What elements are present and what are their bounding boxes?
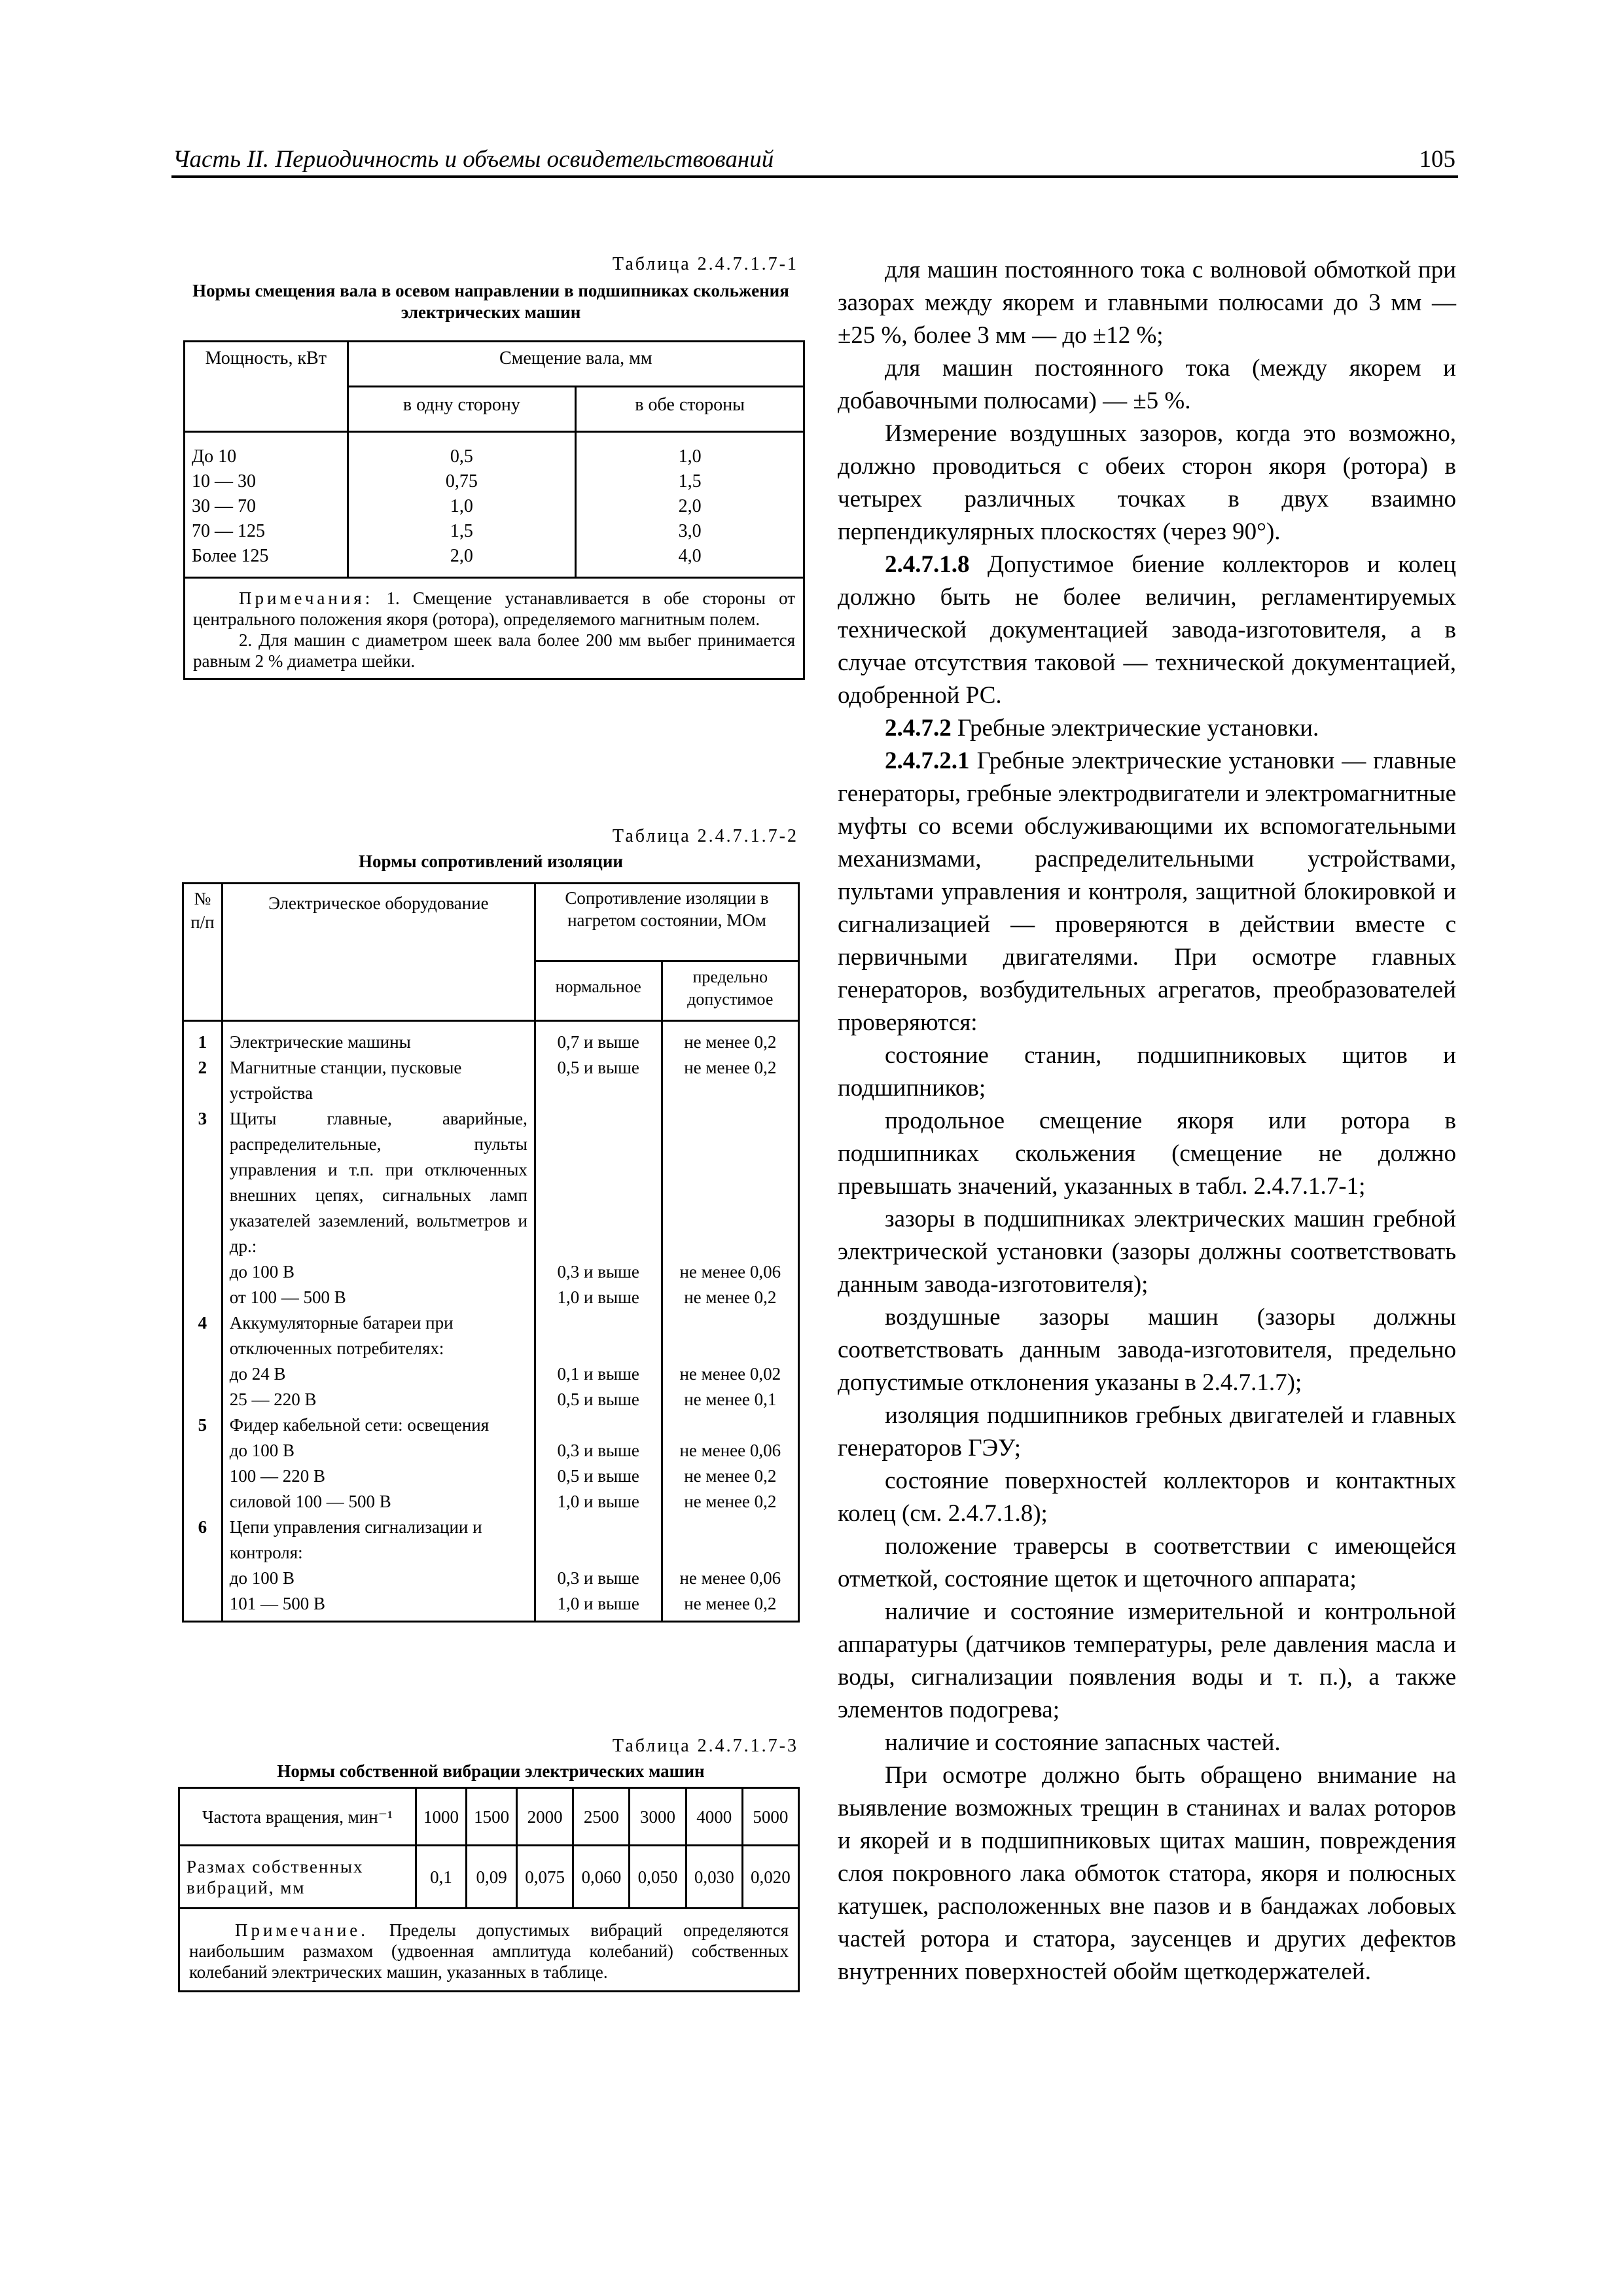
table1 [183, 340, 805, 680]
table2-row-equipment: 100 — 220 В [222, 1463, 535, 1489]
table2-row-equipment: до 100 В [222, 1259, 535, 1285]
table1-power: Более 125 [192, 546, 269, 566]
table1-note-2: 2. Для машин с диаметром шеек вала более 200 мм выбег принимается равным 2 % диаметра шейки. [193, 630, 795, 671]
table3-speed: 1000 [416, 1788, 467, 1846]
paragraph: При осмотре должно быть обращено внимание на выявление возможных трещин в станинах и валах роторов и якорей и в подшипниковых щитах машин, повреждения слоя покровного лака обмоток статора, якоря и полюсных катушек, расположенных вне пазов и в бандажах лобовых частей ротора и статора, заусенцев и других дефектов внутренних поверхностей обойм щеткодержателей. [838, 1762, 1456, 1985]
paragraph: положение траверсы в соответствии с имеющейся отметкой, состояние щеток и щеточного аппарата; [838, 1533, 1456, 1592]
table3-amplitude: 0,1 [416, 1846, 467, 1909]
table2-row-normal: 0,3 и выше [535, 1566, 662, 1591]
body-text [838, 254, 1456, 1988]
table2-row-normal [535, 1106, 662, 1259]
table3-speed: 4000 [686, 1788, 742, 1846]
table2-row-limit: не менее 0,2 [684, 1594, 777, 1613]
table3-speed: 5000 [742, 1788, 798, 1846]
table2-row-no [183, 1463, 223, 1489]
table2-row-normal: 0,5 и выше [535, 1387, 662, 1412]
table1-power: 70 — 125 [192, 521, 265, 541]
table1-both-sides: 1,5 [678, 471, 702, 492]
table2-row-normal: 0,7 и выше [535, 1021, 662, 1056]
table1-power: 10 — 30 [192, 471, 256, 492]
paragraph: наличие и состояние измерительной и контрольной аппаратуры (датчиков температуры, реле давления масла и воды, сигнализации появления воды и т. п.), а также элементов подогрева; [838, 1598, 1456, 1723]
table3-note-text: Пределы допустимых вибраций определяются наибольшим размахом (удвоенная амплитуда колебаний) собственных колебаний электрических машин, указанных в таблице. [189, 1920, 789, 1982]
paragraph: состояние поверхностей коллекторов и контактных колец (см. 2.4.7.1.8); [838, 1467, 1456, 1527]
table3-amplitude: 0,030 [686, 1846, 742, 1909]
paragraph: Измерение воздушных зазоров, когда это возможно, должно проводиться с обеих сторон якоря (ротора) в четырех различных точках в двух взаимно перпендикулярных плоскостях (через 90°). [838, 420, 1456, 545]
table2-row-equipment: 101 — 500 В [222, 1591, 535, 1622]
table1-col-one-side: в одну сторону [348, 387, 576, 432]
table1-title: Нормы смещения вала в осевом направлении в подшипниках скольжения электрических машин [192, 281, 789, 322]
table2-col-limit: предельно допустимое [662, 961, 798, 1021]
table2-row-normal: 0,5 и выше [535, 1055, 662, 1106]
table2-row-limit [662, 1310, 798, 1361]
table1-one-side: 1,0 [450, 496, 473, 516]
paragraph [838, 548, 1456, 712]
table2-row-no [183, 1361, 223, 1387]
table3-title: Нормы собственной вибрации электрических машин [277, 1761, 705, 1781]
paragraph [838, 712, 1456, 745]
table2-row-equipment: силовой 100 — 500 В [222, 1489, 535, 1515]
header-title: Часть II. Периодичность и объемы освидетельствований [173, 146, 774, 173]
table3-number: Таблица 2.4.7.1.7-3 [612, 1736, 798, 1756]
table1-power: 30 — 70 [192, 496, 256, 516]
table2-body [183, 1021, 799, 1622]
table2-row-normal: 0,3 и выше [535, 1259, 662, 1285]
table2-row-limit [662, 1515, 798, 1566]
table1-col-shift: Смещение вала, мм [348, 342, 804, 387]
table2-row-limit: не менее 0,06 [679, 1441, 781, 1460]
paragraph: изоляция подшипников гребных двигателей и главных генераторов ГЭУ; [838, 1402, 1456, 1462]
table2-row-no: 5 [183, 1412, 223, 1438]
table2-row-normal: 0,1 и выше [535, 1361, 662, 1387]
table1-note-label: Примечания: [239, 588, 374, 608]
table1-number: Таблица 2.4.7.1.7-1 [612, 254, 798, 274]
table2-row-equipment: до 100 В [222, 1438, 535, 1463]
table2-row-equipment: Фидер кабельной сети: освещения [222, 1412, 535, 1438]
table2-row-no [183, 1489, 223, 1515]
table2-row-limit: не менее 0,02 [679, 1364, 781, 1384]
paragraph: воздушные зазоры машин (зазоры должны соответствовать данным завода-изготовителя, предельно допустимые отклонения указаны в 2.4.7.1.7); [838, 1304, 1456, 1396]
paragraph: наличие и состояние запасных частей. [885, 1729, 1281, 1756]
table2-title: Нормы сопротивлений изоляции [359, 852, 623, 871]
table2-row-limit: не менее 0,2 [684, 1492, 777, 1511]
table1-note [185, 578, 804, 679]
table2-row-normal: 1,0 и выше [535, 1489, 662, 1515]
table3-speed: 1500 [467, 1788, 517, 1846]
section-number: 2.4.7.2 [885, 715, 952, 742]
table2-row-no [183, 1285, 223, 1310]
table3-speed: 2000 [517, 1788, 573, 1846]
table2-row-normal [535, 1412, 662, 1438]
table2-row-equipment: Аккумуляторные батареи при отключенных потребителях: [222, 1310, 535, 1361]
table2-row-no: 4 [183, 1310, 223, 1361]
table2-row-equipment: до 24 В [222, 1361, 535, 1387]
table3 [178, 1787, 800, 1992]
table2-row-normal: 0,3 и выше [535, 1438, 662, 1463]
table1-both-sides: 3,0 [678, 521, 702, 541]
table1-one-side: 0,75 [445, 471, 478, 492]
page-number: 105 [1419, 146, 1455, 173]
table2-row-no: 3 [183, 1106, 223, 1259]
table2-col-resistance: Сопротивление изоляции в нагретом состоянии, МОм [535, 884, 798, 961]
table1-one-side: 2,0 [450, 546, 473, 566]
table1-both-sides: 2,0 [678, 496, 702, 516]
table2-col-normal: нормальное [535, 961, 662, 1021]
paragraph-text: Гребные электрические установки — главные генераторы, гребные электродвигатели и электромагнитные муфты со всеми обслуживающими их вспомогательными механизмами, распределительными устройствами, пультами управления и контроля, защитной блокировкой и сигнализацией — проверяются в действии вместе с первичными двигателями. При осмотре главных генераторов, возбудительных агрегатов, преобразователей проверяются: [838, 747, 1456, 1036]
table2-row-no [183, 1566, 223, 1591]
table2-number: Таблица 2.4.7.1.7-2 [612, 826, 798, 846]
table2-row-limit: не менее 0,06 [679, 1262, 781, 1282]
paragraph: зазоры в подшипниках электрических машин гребной электрической установки (зазоры должны соответствовать данным завода-изготовителя); [838, 1206, 1456, 1298]
paragraph: состояние станин, подшипниковых щитов и подшипников; [838, 1042, 1456, 1102]
paragraph [838, 745, 1456, 1039]
table3-amplitude: 0,050 [630, 1846, 686, 1909]
table2-row-equipment: от 100 — 500 В [222, 1285, 535, 1310]
table1-both-sides: 4,0 [678, 546, 702, 566]
paragraph: для машин постоянного тока (между якорем и добавочными полюсами) — ±5 %. [838, 355, 1456, 414]
table2-row-limit: не менее 0,2 [684, 1287, 777, 1307]
table2-row-limit: не менее 0,1 [684, 1390, 777, 1409]
table2-row-no [183, 1591, 223, 1622]
table2-row-equipment: Электрические машины [222, 1021, 535, 1056]
table2-row-limit: не менее 0,2 [684, 1058, 777, 1077]
table3-speed: 3000 [630, 1788, 686, 1846]
table3-amplitude: 0,020 [742, 1846, 798, 1909]
table2 [182, 882, 800, 1623]
section-number: 2.4.7.1.8 [885, 551, 970, 578]
table2-row-no: 1 [183, 1021, 223, 1056]
table2-col-no: № п/п [183, 884, 223, 1021]
table2-row-no: 2 [183, 1055, 223, 1106]
table2-row-no [183, 1387, 223, 1412]
table2-row-equipment: Магнитные станции, пусковые устройства [222, 1055, 535, 1106]
page-header [171, 143, 1458, 178]
table3-note [179, 1909, 799, 1992]
table1-note-1: 1. Смещение устанавливается в обе стороны от центрального положения якоря (ротора), определяемого магнитным полем. [193, 588, 796, 629]
table2-row-equipment: 25 — 220 В [222, 1387, 535, 1412]
table2-col-equipment: Электрическое оборудование [222, 884, 535, 1021]
table1-col-power: Мощность, кВт [185, 342, 348, 432]
table2-row-no [183, 1438, 223, 1463]
table3-amplitude: 0,060 [573, 1846, 630, 1909]
table2-row-equipment: Цепи управления сигнализации и контроля: [222, 1515, 535, 1566]
table2-row-normal [535, 1515, 662, 1566]
table2-row-no: 6 [183, 1515, 223, 1566]
table3-amplitude: 0,09 [467, 1846, 517, 1909]
table2-row-limit: не менее 0,06 [679, 1568, 781, 1588]
paragraph-text: Допустимое биение коллекторов и колец должно быть не более величин, регламентируемых технической документацией завода-изготовителя, а в случае отсутствия таковой — технической документацией, одобренной РС. [838, 551, 1456, 709]
table1-one-side: 1,5 [450, 521, 473, 541]
table3-row2-label: Размах собственных вибраций, мм [179, 1846, 416, 1909]
table2-row-limit [662, 1106, 798, 1259]
table2-row-normal [535, 1310, 662, 1361]
table2-row-equipment: Щиты главные, аварийные, распределительные, пульты управления и т.п. при отключенных внешних цепях, сигнальных ламп указателей заземлений, вольтметров и др.: [222, 1106, 535, 1259]
table1-both-sides: 1,0 [678, 446, 702, 467]
table3-speed: 2500 [573, 1788, 630, 1846]
paragraph-text: Гребные электрические установки. [957, 715, 1319, 742]
table1-one-side: 0,5 [450, 446, 473, 467]
table2-row-normal: 1,0 и выше [535, 1285, 662, 1310]
table2-row-normal: 0,5 и выше [535, 1463, 662, 1489]
table2-row-limit: не менее 0,2 [684, 1466, 777, 1486]
table3-row1-label: Частота вращения, мин⁻¹ [179, 1788, 416, 1846]
table3-note-label: Примечание. [235, 1920, 369, 1940]
table2-row-limit [662, 1412, 798, 1438]
table1-power: До 10 [192, 446, 237, 467]
table1-body [185, 432, 804, 578]
table1-col-both-sides: в обе стороны [576, 387, 804, 432]
table2-row-normal: 1,0 и выше [535, 1591, 662, 1622]
paragraph: для машин постоянного тока с волновой обмоткой при зазорах между якорем и главными полюсами до 3 мм — ±25 %, более 3 мм — до ±12 %; [838, 257, 1456, 349]
table2-row-limit: не менее 0,2 [684, 1032, 777, 1052]
section-number: 2.4.7.2.1 [885, 747, 970, 774]
table2-row-no [183, 1259, 223, 1285]
table3-amplitude: 0,075 [517, 1846, 573, 1909]
paragraph: продольное смещение якоря или ротора в подшипниках скольжения (смещение не должно превышать значений, указанных в табл. 2.4.7.1.7-1; [838, 1107, 1456, 1200]
table2-row-equipment: до 100 В [222, 1566, 535, 1591]
